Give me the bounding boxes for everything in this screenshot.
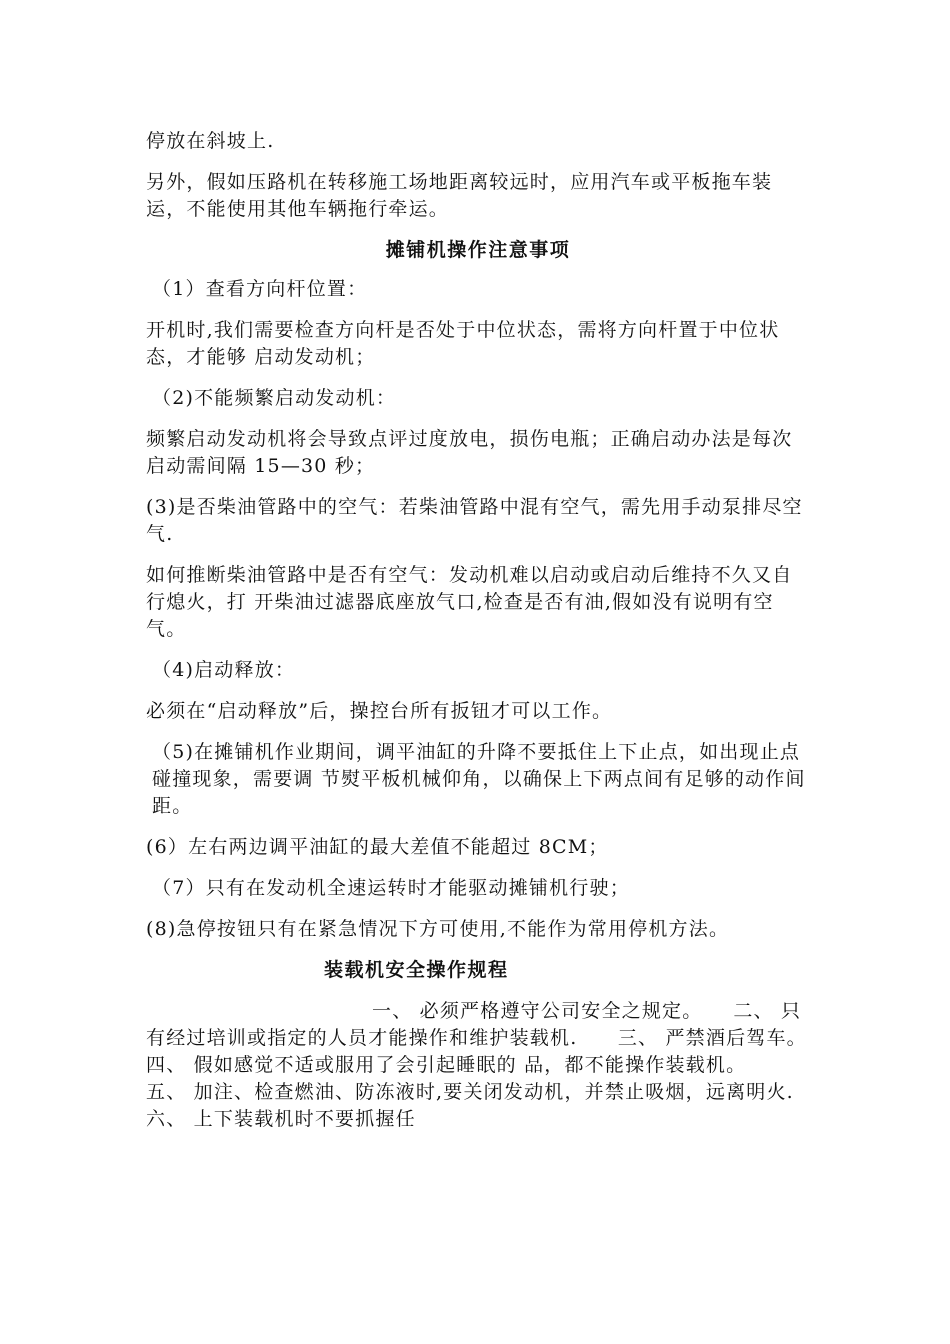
paver-item-4-heading: （4)启动释放： — [152, 659, 296, 681]
paver-item-2-body: 频繁启动发动机将会导致点评过度放电，损伤电瓶；正确启动办法是每次启动需间隔 15—30 秒； — [146, 428, 793, 477]
paver-item-6: (6）左右两边调平油缸的最大差值不能超过 8CM； — [146, 836, 609, 858]
section-title-paver: 摊铺机操作注意事项 — [385, 239, 571, 261]
paver-item-1-heading: （1）查看方向杆位置： — [152, 278, 368, 300]
paragraph-transport: 另外，假如压路机在转移施工场地距离较远时，应用汽车或平板拖车装运，不能使用其他车辆拖行牵运。 — [146, 171, 773, 220]
paver-item-8: (8)急停按钮只有在紧急情况下方可使用,不能作为常用停机方法。 — [146, 918, 730, 940]
paragraph-continuation: 停放在斜坡上. — [146, 130, 275, 152]
paver-item-1-body: 开机时,我们需要检查方向杆是否处于中位状态，需将方向杆置于中位状态，才能够 启动发动机； — [146, 319, 780, 368]
section-title-loader: 装载机安全操作规程 — [324, 959, 509, 981]
paver-item-2-heading: （2)不能频繁启动发动机： — [152, 387, 397, 409]
paver-item-3-body: 如何推断柴油管路中是否有空气：发动机难以启动或启动后维持不久又自行熄火，打 开柴油过滤器底座放气口,检查是否有油,假如没有说明有空气。 — [146, 564, 793, 640]
paver-item-3-heading: (3)是否柴油管路中的空气：若柴油管路中混有空气，需先用手动泵排尽空气. — [146, 496, 803, 545]
document-body — [146, 128, 838, 1133]
loader-rules-paragraph: 一、 必须严格遵守公司安全之规定。 二、 只有经过培训或指定的人员才能操作和维护装载机. 三、 严禁酒后驾车。 四、 假如感觉不适或服用了会引起睡眠的 品，都不能操作装载机。 五、 加注、检查燃油、防冻液时,要关闭发动机，并禁止吸烟，远离明火. 六、 上下装载机时不要抓握任 — [146, 1000, 838, 1130]
paver-item-4-body: 必须在“启动释放”后，操控台所有扳钮才可以工作。 — [146, 700, 613, 722]
paver-item-5: （5)在摊铺机作业期间，调平油缸的升降不要抵住上下止点，如出现止点碰撞现象，需要调 节熨平板机械仰角，以确保上下两点间有足够的动作间距。 — [152, 741, 806, 817]
paver-item-7: （7）只有在发动机全速运转时才能驱动摊铺机行驶； — [152, 877, 630, 899]
